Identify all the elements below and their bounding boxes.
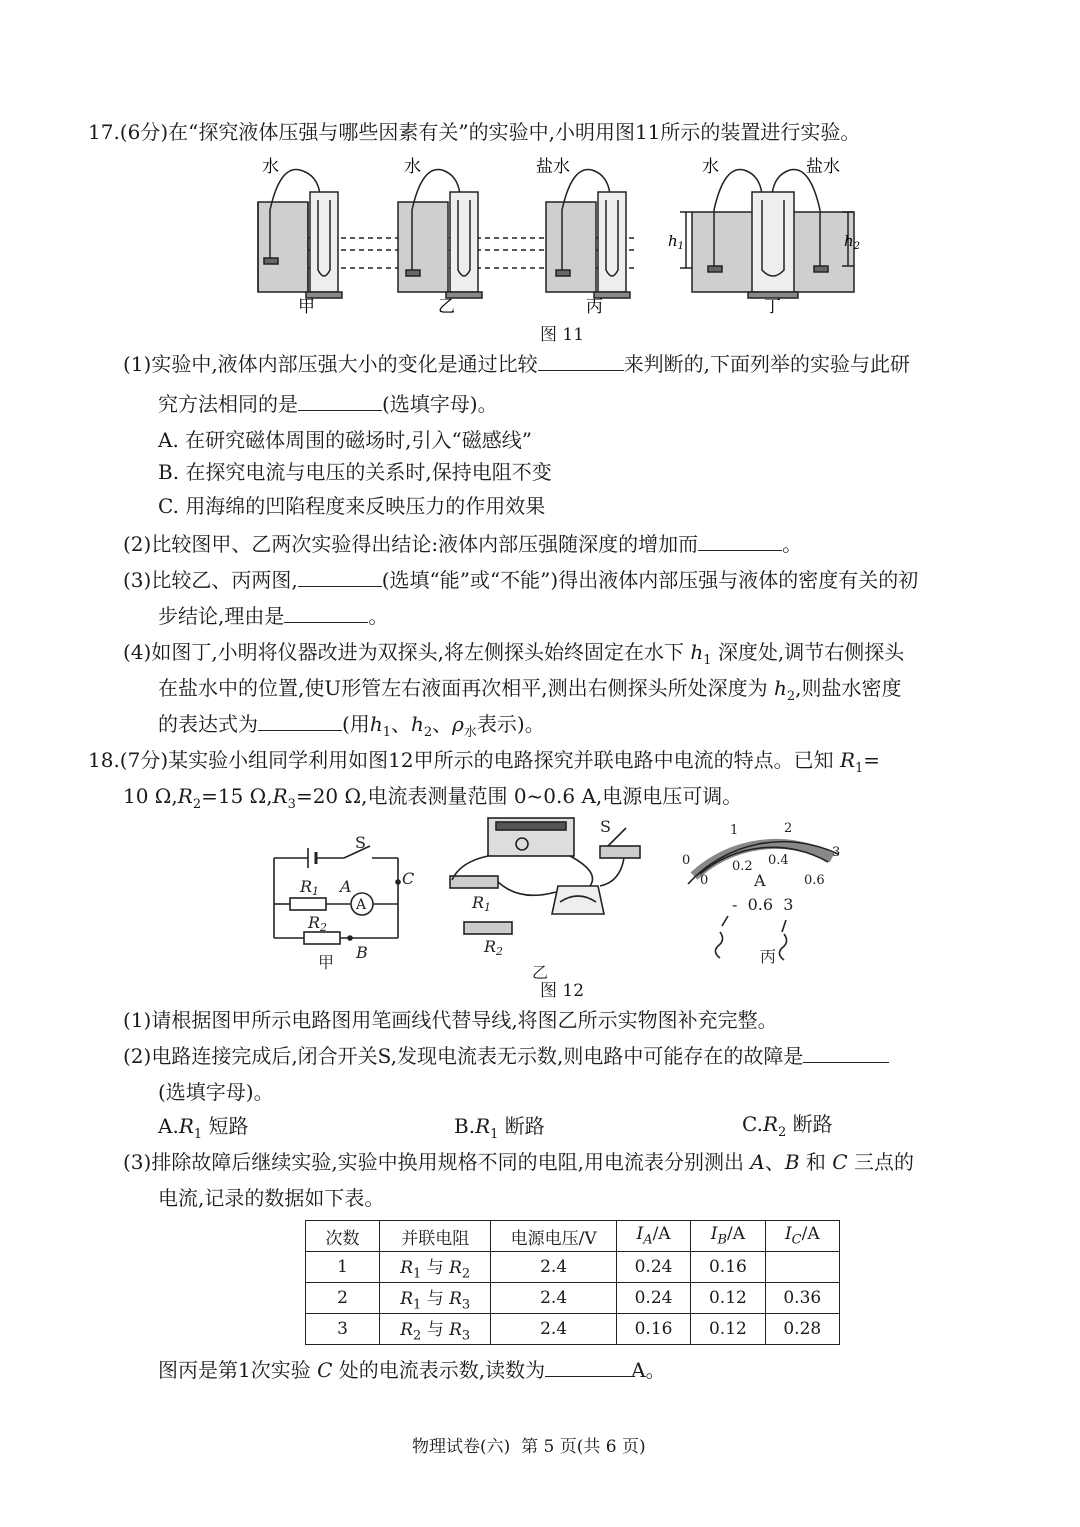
subcap-jia: 甲 (298, 297, 315, 317)
q17-p4-line1: (4)如图丁,小明将仪器改进为双探头,将左侧探头始终固定在水下 $h_1$ 深度处,调节右侧探头 (123, 640, 905, 668)
fig12-yi-label-R2: R2 (484, 937, 504, 958)
figure-11-caption: 图 11 (540, 325, 585, 345)
th-ib: $I_B/A$ (691, 1221, 765, 1252)
q18-header-line1: 18.(7分)某实验小组同学利用如图12甲所示的电路探究并联电路中电流的特点。已知 $R_1=$ (88, 748, 881, 776)
meter-tick-top-1: 1 (730, 823, 739, 838)
page-footer: 物理试卷(六) 第 5 页(共 6 页) (412, 1437, 646, 1457)
q18-p3-line1: (3)排除故障后继续实验,实验中换用规格不同的电阻,用电流表分别测出 A、B 和 C 三点的 (123, 1150, 914, 1174)
q18-p3-line2: 电流,记录的数据如下表。 (158, 1186, 385, 1210)
th-ic: $I_C/A$ (765, 1221, 839, 1252)
q18-p2-line2: (选填字母)。 (158, 1080, 274, 1104)
label-h2: $h_2$ (844, 232, 861, 252)
table-header-row (306, 1221, 840, 1252)
q18-header-line2: 10 $\Omega,R_2=15$ $\Omega,R_3=20$ Ω,电流表测量范围 0~0.6 A,电源电压可调。 (123, 784, 743, 812)
table-row: 3 $R_2$ 与 $R_3$ 2.4 0.16 0.12 0.28 (306, 1314, 840, 1345)
label-brine-ding: 盐水 (806, 157, 840, 177)
q17-p4-line2: 在盐水中的位置,使U形管左右液面再次相平,测出右侧探头所处深度为 $h_2$,则盐水密度 (158, 676, 902, 704)
fig12-label-B: B (356, 943, 368, 962)
q17-p4-line3: 的表达式为 (用$h_1$、$h_2$、$\rho_水$表示)。 (158, 712, 545, 740)
th-voltage: 电源电压/V (491, 1221, 616, 1252)
blank-q18-2[interactable] (545, 1358, 631, 1377)
q18-opt-b: $B.R_1$ 断路 (454, 1114, 545, 1142)
data-table (305, 1220, 840, 1345)
q18-p1: (1)请根据图甲所示电路图用笔画线代替导线,将图乙所示实物图补充完整。 (123, 1008, 778, 1032)
q17-p1-line2: 究方法相同的是 (选填字母)。 (158, 392, 498, 416)
cell-resistors: $R_1$ 与 $R_3$ (380, 1283, 491, 1314)
th-count: 次数 (306, 1221, 380, 1252)
q17-opt-a: A. 在研究磁体周围的磁场时,引入“磁感线” (158, 428, 532, 452)
q18-opt-a: $A.R_1$ 短路 (158, 1114, 249, 1142)
q18-p2-line1: (2)电路连接完成后,闭合开关S,发现电流表无示数,则电路中可能存在的故障是 (123, 1042, 889, 1070)
cell-resistors: $R_1$ 与 $R_2$ (380, 1252, 491, 1283)
table-row: 1 $R_1$ 与 $R_2$ 2.4 0.24 0.16 (306, 1252, 840, 1283)
circuit-photo-yi (450, 818, 640, 934)
meter-tick-top-0: 0 (682, 853, 691, 868)
apparatus-yi (398, 170, 482, 299)
meter-tick-bottom-0.2: 0.2 (732, 859, 753, 874)
meter-terminals: - 0.6 3 (732, 895, 794, 914)
fig12-label-A: A (340, 877, 352, 896)
blank-q17-5[interactable] (284, 604, 368, 623)
blank-q18-1[interactable] (803, 1044, 889, 1063)
fig12-label-R2: R2 (308, 913, 328, 934)
meter-unit-A: A (754, 871, 766, 890)
figure-12-caption: 图 12 (540, 981, 585, 1001)
figure-12 (260, 812, 860, 982)
apparatus-jia (258, 170, 342, 299)
q17-p1-line1: (1)实验中,液体内部压强大小的变化是通过比较 来判断的,下面列举的实验与此研 (123, 352, 911, 376)
label-brine-bing: 盐水 (536, 157, 570, 177)
fig12-subcap-yi: 乙 (532, 963, 549, 982)
fig12-yi-label-S: S (600, 817, 611, 836)
meter-tick-bottom-0: 0 (700, 873, 709, 888)
fig12-label-C: C (402, 869, 415, 888)
apparatus-ding (680, 170, 854, 299)
q18-p4: 图丙是第1次实验 C 处的电流表示数,读数为 A。 (158, 1358, 666, 1382)
label-water-yi: 水 (404, 157, 421, 177)
apparatus-bing (546, 170, 630, 299)
circuit-diagram-jia (274, 846, 400, 944)
q17-header: 17.(6分)在“探究液体压强与哪些因素有关”的实验中,小明用图11所示的装置进行实验。 (88, 120, 861, 144)
q17-opt-c: C. 用海绵的凹陷程度来反映压力的作用效果 (158, 494, 546, 518)
meter-tick-bottom-0.4: 0.4 (768, 853, 789, 868)
fig12-label-R1: R1 (300, 877, 320, 898)
blank-q17-2[interactable] (298, 392, 382, 411)
subcap-yi: 乙 (438, 297, 455, 317)
fig12-subcap-bing: 丙 (760, 947, 777, 966)
q18-opt-c: $C.R_2$ 断路 (742, 1112, 833, 1140)
label-h1: $h_1$ (668, 232, 685, 252)
blank-q17-4[interactable] (298, 568, 382, 587)
blank-q17-3[interactable] (698, 532, 782, 551)
cell-resistors: $R_2$ 与 $R_3$ (380, 1314, 491, 1345)
q17-p3-line2: 步结论,理由是 。 (158, 604, 389, 628)
meter-tick-top-2: 2 (784, 821, 793, 836)
meter-tick-bottom-0.6: 0.6 (804, 873, 825, 888)
blank-q17-6[interactable] (258, 712, 342, 731)
subcap-bing: 丙 (586, 297, 603, 317)
meter-tick-top-3: 3 (832, 845, 841, 860)
fig12-label-S: S (355, 833, 366, 852)
th-ia: $I_A/A$ (616, 1221, 690, 1252)
th-resistors: 并联电阻 (380, 1221, 491, 1252)
table-row: 2 $R_1$ 与 $R_3$ 2.4 0.24 0.12 0.36 (306, 1283, 840, 1314)
fig12-ammeter-symbol: A (356, 897, 367, 913)
fig12-yi-label-R1: R1 (472, 893, 492, 914)
q17-p2: (2)比较图甲、乙两次实验得出结论:液体内部压强随深度的增加而 。 (123, 532, 803, 556)
fig12-subcap-jia: 甲 (318, 953, 335, 972)
q17-opt-b: B. 在探究电流与电压的关系时,保持电阻不变 (158, 460, 552, 484)
blank-q17-1[interactable] (538, 352, 624, 371)
q17-p3-line1: (3)比较乙、丙两图, (选填“能”或“不能”)得出液体内部压强与液体的密度有关的初 (123, 568, 919, 592)
label-water-jia: 水 (262, 157, 279, 177)
subcap-ding: 丁 (764, 297, 781, 317)
label-water-ding: 水 (702, 157, 719, 177)
